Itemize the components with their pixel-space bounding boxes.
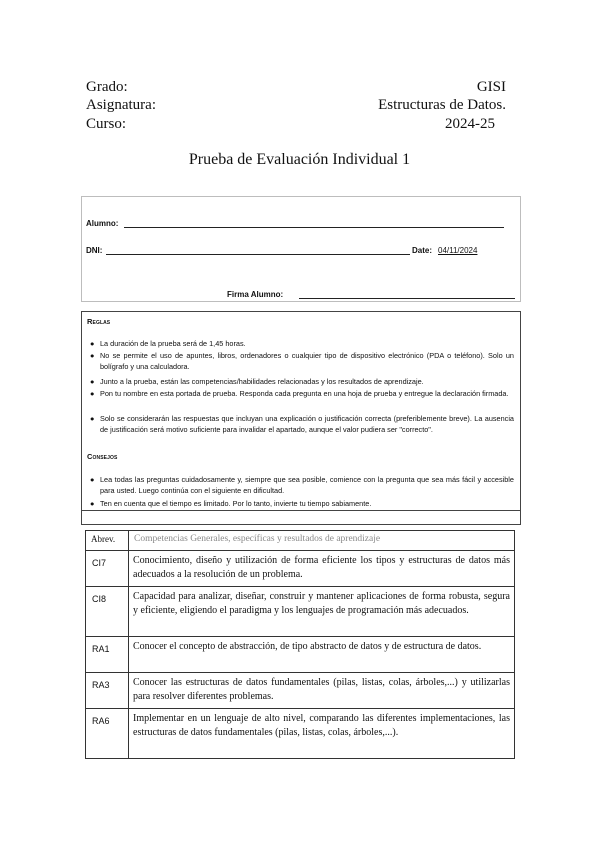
bullet-icon: ● xyxy=(90,377,95,386)
document-title: Prueba de Evaluación Individual 1 xyxy=(188,151,411,168)
advice-item xyxy=(90,474,514,496)
row-code: RA6 xyxy=(86,709,129,759)
curso-row xyxy=(86,115,506,134)
advice-item xyxy=(90,498,514,509)
row-code: CI7 xyxy=(86,551,129,587)
rules-box xyxy=(81,311,521,511)
bullet-icon: ● xyxy=(90,351,95,360)
firma-label: Firma Alumno: xyxy=(227,290,284,299)
curso-label: Curso: xyxy=(86,116,127,132)
table-row xyxy=(86,637,515,673)
table-header-row xyxy=(86,531,515,551)
rule-item xyxy=(90,413,514,435)
consejos-heading: Consejos xyxy=(87,452,118,461)
dni-line[interactable] xyxy=(106,254,410,255)
asignatura-row xyxy=(86,96,506,115)
row-code: RA3 xyxy=(86,673,129,709)
header-abrev: Abrev. xyxy=(86,531,129,551)
date-value: 04/11/2024 xyxy=(438,246,478,255)
date-label: Date: xyxy=(412,246,433,255)
rule-text: Pon tu nombre en esta portada de prueba. Responda cada pregunta en una hoja de prueba y entregue la declaración firmada. xyxy=(100,389,509,398)
rule-item xyxy=(90,350,514,372)
grado-label: Grado: xyxy=(86,79,128,95)
bullet-icon: ● xyxy=(90,339,95,348)
bullet-icon: ● xyxy=(90,414,95,423)
alumno-line[interactable] xyxy=(124,227,504,228)
bullet-icon: ● xyxy=(90,389,95,398)
student-info-box xyxy=(81,196,521,302)
row-description: Conocer el concepto de abstracción, de tipo abstracto de datos y de estructura de datos. xyxy=(129,637,515,673)
dni-label: DNI: xyxy=(86,246,103,255)
table-row xyxy=(86,551,515,587)
header-description: Competencias Generales, específicas y resultados de aprendizaje xyxy=(129,531,515,551)
bullet-icon: ● xyxy=(90,475,95,484)
reglas-heading: Reglas xyxy=(87,317,111,326)
rule-text: La duración de la prueba será de 1,45 horas. xyxy=(100,339,246,348)
competencias-table xyxy=(85,530,515,759)
rule-text: No se permite el uso de apuntes, libros, ordenadores o cualquier tipo de dispositivo electrónico (PDA o teléfono). Solo un bolígrafo y una calculadora. xyxy=(100,351,514,371)
row-description: Capacidad para analizar, diseñar, construir y mantener aplicaciones de forma robusta, segura y eficiente, eligiendo el paradigma y los lenguajes de programación más adecuados. xyxy=(129,587,515,637)
bullet-icon: ● xyxy=(90,499,95,508)
table-row xyxy=(86,587,515,637)
rules-box-footer xyxy=(81,511,521,525)
rule-item xyxy=(90,388,514,399)
row-description: Conocimiento, diseño y utilización de forma eficiente los tipos y estructuras de datos más adecuados a la resolución de un problema. xyxy=(129,551,515,587)
row-description: Conocer las estructuras de datos fundamentales (pilas, listas, colas, árboles,...) y utilizarlas para resolver diferentes problemas. xyxy=(129,673,515,709)
grado-value: GISI xyxy=(476,79,506,95)
rule-item xyxy=(90,338,514,349)
advice-text: Lea todas las preguntas cuidadosamente y, siempre que sea posible, comience con la pregunta que sea más fácil y accesible para usted. Luego continúa con el siguiente en dificultad. xyxy=(100,475,514,495)
row-code: RA1 xyxy=(86,637,129,673)
asignatura-value: Estructuras de Datos. xyxy=(378,97,506,113)
rule-item xyxy=(90,376,514,387)
alumno-label: Alumno: xyxy=(86,219,119,228)
table-row xyxy=(86,673,515,709)
rule-text: Solo se considerarán las respuestas que incluyan una explicación o justificación correcta (preferiblemente breve). La ausencia de justificación será motivo suficiente para invalidar el apartado, aunque el valor pudiera ser "correcto". xyxy=(100,414,514,434)
asignatura-label: Asignatura: xyxy=(86,97,156,113)
row-code: CI8 xyxy=(86,587,129,637)
curso-value: 2024-25 xyxy=(445,116,495,132)
grado-row xyxy=(86,78,506,97)
row-description: Implementar en un lenguaje de alto nivel, comparando las diferentes implementaciones, las estructuras de datos fundamentales (pilas, listas, colas, árboles,...). xyxy=(129,709,515,759)
firma-line[interactable] xyxy=(299,298,515,299)
advice-text: Ten en cuenta que el tiempo es limitado. Por lo tanto, invierte tu tiempo sabiamente. xyxy=(100,499,372,508)
table-row xyxy=(86,709,515,759)
rule-text: Junto a la prueba, están las competencias/habilidades relacionadas y los resultados de aprendizaje. xyxy=(100,377,424,386)
